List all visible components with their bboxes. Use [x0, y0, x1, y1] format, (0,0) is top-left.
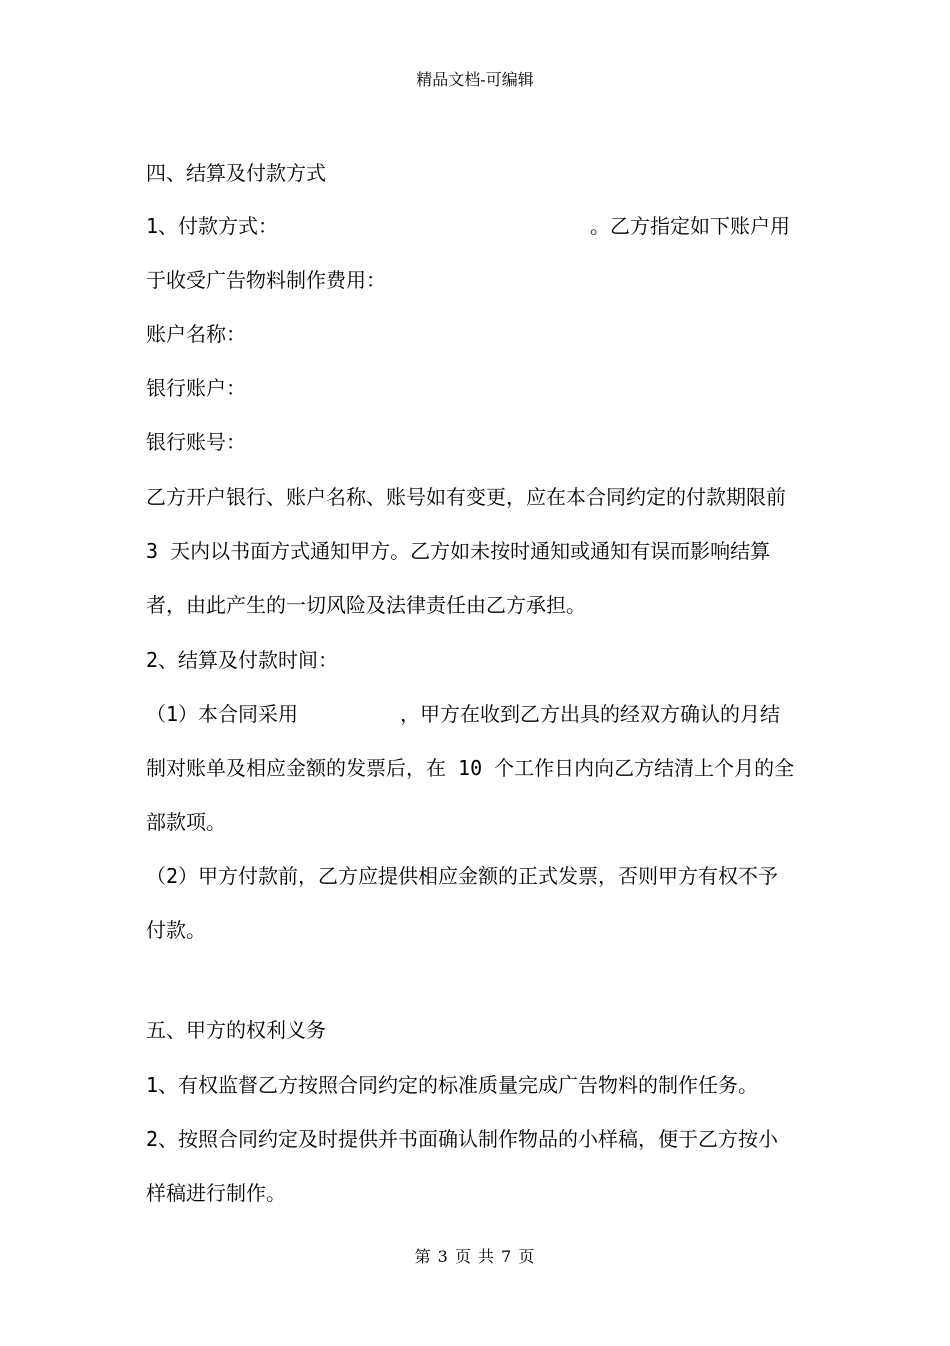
page-footer: 第 3 页 共 7 页	[414, 1247, 536, 1266]
right-1: 1、有权监督乙方按照合同约定的标准质量完成广告物料的制作任务。	[146, 1073, 759, 1097]
section-5-title: 五、甲方的权利义务	[146, 1018, 326, 1042]
settlement-time-title: 2、结算及付款时间：	[146, 648, 339, 672]
right-2-line-2: 样稿进行制作。	[146, 1181, 286, 1205]
clause-1-line-1	[146, 700, 826, 728]
clause-2-line-2: 付款。	[146, 918, 206, 942]
bank-account-field: 银行账户：	[146, 376, 246, 400]
payment-method-continuation: 于收受广告物料制作费用：	[146, 268, 386, 292]
payment-method-line	[146, 212, 826, 240]
bank-number-field: 银行账号：	[146, 430, 246, 454]
clause-2-line-1: （2）甲方付款前，乙方应提供相应金额的正式发票，否则甲方有权不予	[146, 864, 779, 888]
payment-method-label: 1、付款方式：	[146, 214, 279, 238]
payment-method-tail: 。乙方指定如下账户用	[590, 214, 791, 238]
page-header: 精品文档-可编辑	[416, 70, 534, 89]
change-notice-line-1: 乙方开户银行、账户名称、账号如有变更，应在本合同约定的付款期限前	[146, 485, 786, 509]
right-2-line-1: 2、按照合同约定及时提供并书面确认制作物品的小样稿，便于乙方按小	[146, 1127, 779, 1151]
clause-1-tail: ，甲方在收到乙方出具的经双方确认的月结	[400, 702, 781, 726]
section-4-title: 四、结算及付款方式	[146, 161, 326, 185]
account-name-field: 账户名称：	[146, 322, 246, 346]
change-notice-line-3: 者，由此产生的一切风险及法律责任由乙方承担。	[146, 593, 586, 617]
change-notice-line-2: 3 天内以书面方式通知甲方。乙方如未按时通知或通知有误而影响结算	[146, 539, 771, 563]
clause-1-line-2: 制对账单及相应金额的发票后，在 10 个工作日内向乙方结清上个月的全	[146, 756, 795, 780]
clause-1-line-3: 部款项。	[146, 810, 226, 834]
clause-1-lead: （1）本合同采用	[146, 702, 299, 726]
